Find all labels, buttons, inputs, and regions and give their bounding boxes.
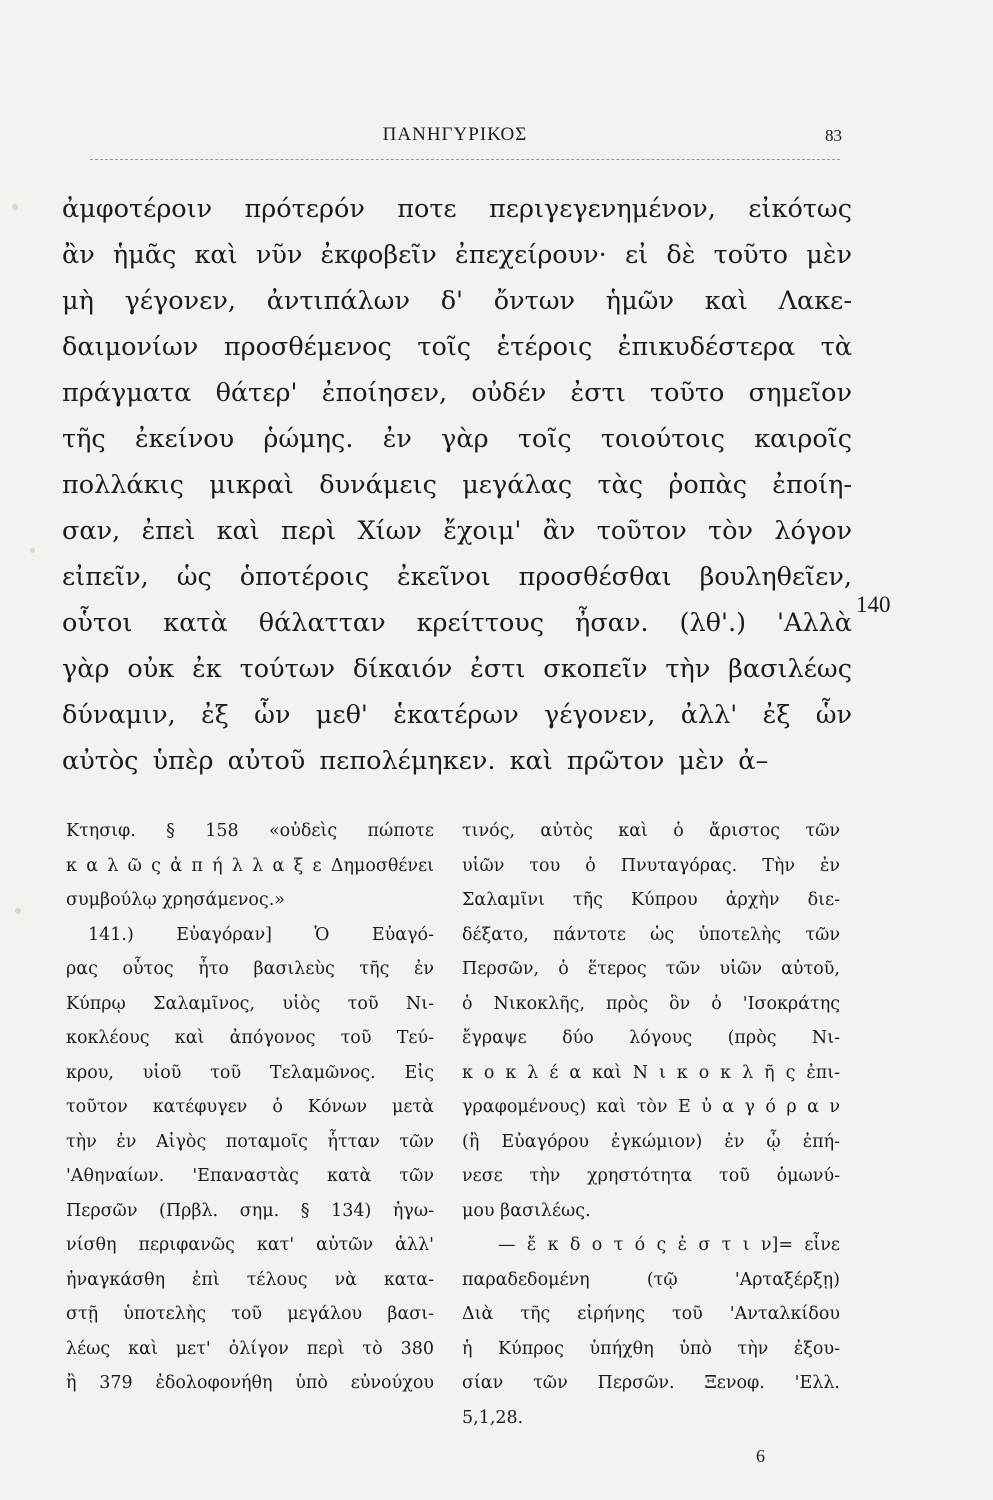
note-line: κοκλέους καὶ ἀπόγονος τοῦ Τεύ- <box>66 1028 434 1048</box>
note-line: Κύπρῳ Σαλαμῖνος, υἱὸς τοῦ Νι- <box>66 993 434 1014</box>
note-line: ρας οὗτος ἦτο βασιλεὺς τῆς ἐν <box>66 959 434 979</box>
page-number: 83 <box>825 126 842 145</box>
running-header <box>60 124 850 154</box>
note-line: δέξατο, πάντοτε ὡς ὑποτελὴς τῶν <box>462 924 840 945</box>
note-line: 5,1,28. <box>462 1407 524 1428</box>
note-line: μου βασιλέως. <box>462 1200 591 1221</box>
note-line: νίσθη περιφανῶς κατ' αὐτῶν ἀλλ' <box>66 1235 434 1255</box>
text-line: δύναμιν, ἐξ ὧν μεθ' ἑκατέρων γέγονεν, ἀλλ' ἐξ ὧν <box>62 700 852 730</box>
note-line: τινός, αὐτὸς καὶ ὁ ἄριστος τῶν <box>462 821 840 841</box>
note-line: γραφομένους) καὶ τὸν Ε ὐ α γ ό ρ α ν <box>462 1097 840 1117</box>
note-line: Διὰ τῆς εἰρήνης τοῦ 'Ανταλκίδου <box>462 1304 840 1324</box>
signature-mark: 6 <box>756 1446 765 1466</box>
text-line: αὐτὸς ὑπὲρ αὐτοῦ πεπολέμηκεν. καὶ πρῶτον μὲν ἀ– <box>62 746 769 776</box>
text-line: μὴ γέγονεν, ἀντιπάλων δ' ὄντων ἡμῶν καὶ Λακε- <box>62 286 852 316</box>
note-line: Περσῶν (Πρβλ. σημ. § 134) ἠγω- <box>66 1200 434 1221</box>
text-line: δαιμονίων προσθέμενος τοῖς ἑτέροις ἐπικυδέστερα τὰ <box>62 332 852 362</box>
paper-stain <box>15 908 21 914</box>
note-line: νεσε τὴν χρηστότητα τοῦ ὁμωνύ- <box>462 1166 840 1186</box>
note-line: 'Αθηναίων. 'Επαναστὰς κατὰ τῶν <box>66 1166 434 1186</box>
note-line: συμβούλῳ χρησάμενος.» <box>66 890 285 910</box>
footnotes-left-column <box>66 814 434 1401</box>
header-rule <box>90 159 840 160</box>
note-line: κρου, υἱοῦ τοῦ Τελαμῶνος. Εἰς <box>66 1062 434 1083</box>
note-line: στῇ ὑποτελὴς τοῦ μεγάλου βασι- <box>66 1304 434 1324</box>
note-line: — ἔ κ δ ο τ ό ς ἐ σ τ ι ν]= εἶνε <box>498 1235 840 1255</box>
note-line: σίαν τῶν Περσῶν. Ξενοφ. 'Ελλ. <box>462 1373 840 1393</box>
text-line: εἰπεῖν, ὡς ὁποτέροις ἐκεῖνοι προσθέσθαι βουληθεῖεν, <box>62 562 852 592</box>
text-line: πολλάκις μικραὶ δυνάμεις μεγάλας τὰς ῥοπὰς ἐποίη- <box>62 470 852 500</box>
note-line: υἱῶν του ὁ Πνυταγόρας. Τὴν ἐν <box>462 855 840 876</box>
note-line: ἢ 379 ἐδολοφονήθη ὑπὸ εὐνούχου <box>66 1373 434 1393</box>
text-line: σαν, ἐπεὶ καὶ περὶ Χίων ἔχοιμ' ἂν τοῦτον τὸν λόγον <box>62 516 852 546</box>
note-line: λέως καὶ μετ' ὀλίγον περὶ τὸ 380 <box>66 1338 434 1359</box>
footnotes-right-column <box>462 814 840 1435</box>
note-line: τὴν ἐν Αἰγὸς ποταμοῖς ἧτταν τῶν <box>66 1131 434 1152</box>
note-line: ὁ Νικοκλῆς, πρὸς ὃν ὁ 'Ισοκράτης <box>462 993 840 1014</box>
note-line: (ἢ Εὐαγόρου ἐγκώμιον) ἐν ᾧ ἐπή- <box>462 1131 840 1152</box>
note-line: παραδεδομένη (τῷ 'Αρταξέρξῃ) <box>462 1269 840 1290</box>
note-line: κ ο κ λ έ α καὶ Ν ι κ ο κ λ ῆ ς ἐπι- <box>462 1062 840 1083</box>
note-line: ἔγραψε δύο λόγους (πρὸς Νι- <box>462 1028 840 1048</box>
note-line: ἡ Κύπρος ὑπήχθη ὑπὸ τὴν ἐξου- <box>462 1338 840 1359</box>
note-line: τοῦτον κατέφυγεν ὁ Κόνων μετὰ <box>66 1097 434 1117</box>
note-line: 141.) Εὐαγόραν] Ὁ Εὐαγό- <box>88 924 434 945</box>
paper-stain <box>12 204 18 210</box>
text-line: τῆς ἐκείνου ῥώμης. ἐν γὰρ τοῖς τοιούτοις καιροῖς <box>62 424 852 454</box>
margin-section-number: 140 <box>856 592 891 617</box>
note-line: Κτησιφ. § 158 «οὐδεὶς πώποτε <box>66 821 434 841</box>
main-text-block <box>62 186 852 784</box>
note-line: Σαλαμῖνι τῆς Κύπρου ἀρχὴν διε- <box>462 890 840 910</box>
text-line: ἂν ἡμᾶς καὶ νῦν ἐκφοβεῖν ἐπεχείρουν· εἰ δὲ τοῦτο μὲν <box>62 240 852 270</box>
running-title: ΠΑΝΗΓΥΡΙΚΟΣ <box>382 124 528 145</box>
text-line: γὰρ οὐκ ἐκ τούτων δίκαιόν ἐστι σκοπεῖν τὴν βασιλέως <box>62 654 852 684</box>
text-line: ἀμφοτέροιν πρότερόν ποτε περιγεγενημένον, εἰκότως <box>62 194 852 224</box>
note-line: Περσῶν, ὁ ἕτερος τῶν υἱῶν αὐτοῦ, <box>462 959 840 979</box>
text-line: οὗτοι κατὰ θάλατταν κρείττους ἦσαν. (λθ'.) 'Αλλὰ <box>62 608 852 638</box>
note-line: κ α λ ῶ ς ἀ π ή λ λ α ξ ε Δημοσθένει <box>66 855 434 876</box>
note-line: ἠναγκάσθη ἐπὶ τέλους νὰ κατα- <box>66 1269 434 1290</box>
text-line: πράγματα θάτερ' ἐποίησεν, οὐδέν ἐστι τοῦτο σημεῖον <box>62 378 852 408</box>
paper-stain <box>30 548 35 553</box>
